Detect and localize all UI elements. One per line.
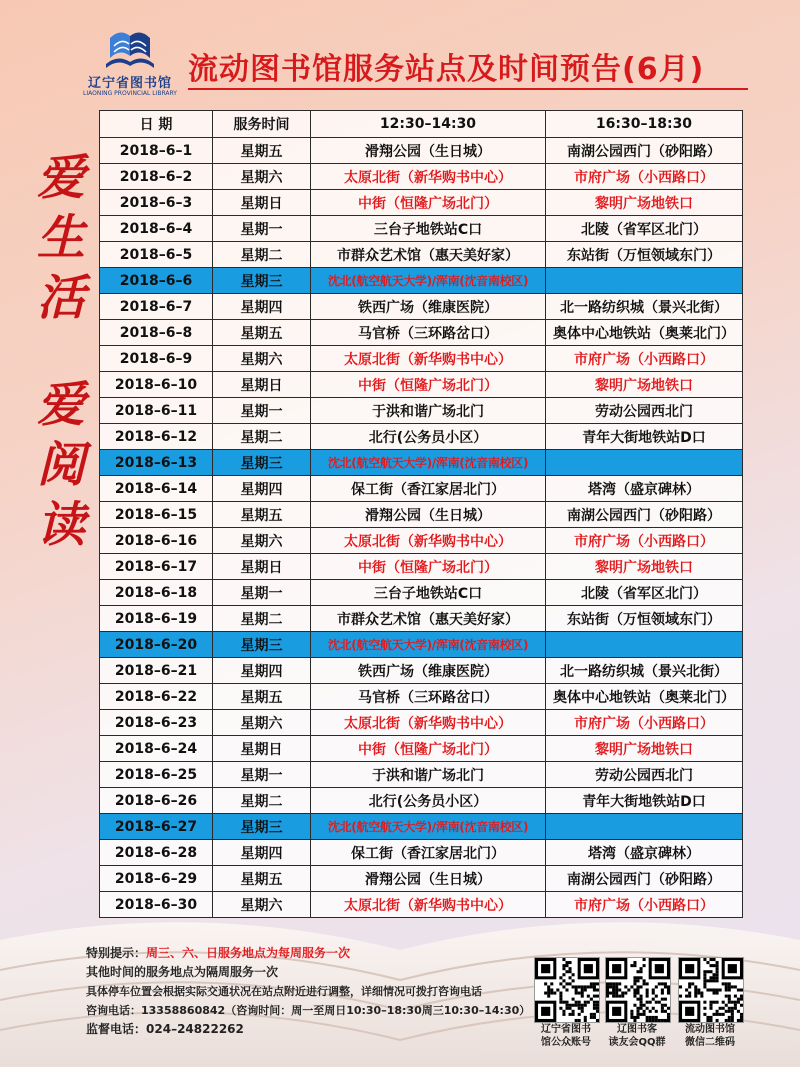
table-header-row	[100, 111, 743, 138]
cell-slot-evening: 北一路纺织城（景兴北街）	[546, 294, 743, 320]
cell-slot-evening: 市府广场（小西路口）	[546, 710, 743, 736]
cell-slot-afternoon: 沈北(航空航天大学)/浑南(沈音南校区)	[311, 450, 546, 476]
cell-day: 星期日	[213, 190, 311, 216]
cell-date: 2018–6–1	[100, 138, 213, 164]
supervise-value: 024–24822262	[146, 1022, 244, 1036]
slogan-char: 生	[36, 210, 85, 266]
table-row	[100, 528, 743, 554]
cell-slot-evening	[546, 268, 743, 294]
cell-date: 2018–6–8	[100, 320, 213, 346]
phone-label: 咨询电话：	[86, 1004, 141, 1017]
cell-date: 2018–6–28	[100, 840, 213, 866]
page-title: 流动图书馆服务站点及时间预告(6月)	[188, 52, 705, 87]
slogan-love-life	[26, 148, 96, 328]
table-row	[100, 580, 743, 606]
qr-code-icon	[534, 957, 600, 1023]
table-row	[100, 788, 743, 814]
cell-date: 2018–6–15	[100, 502, 213, 528]
cell-day: 星期二	[213, 788, 311, 814]
cell-slot-evening: 市府广场（小西路口）	[546, 528, 743, 554]
table-row	[100, 840, 743, 866]
cell-date: 2018–6–4	[100, 216, 213, 242]
qr-caption-official-account	[526, 1023, 606, 1049]
cell-day: 星期日	[213, 736, 311, 762]
cell-slot-afternoon: 保工街（香江家居北门）	[311, 476, 546, 502]
table-row	[100, 736, 743, 762]
cell-slot-evening: 奥体中心地铁站（奥莱北门）	[546, 684, 743, 710]
cell-slot-afternoon: 中街（恒隆广场北门）	[311, 736, 546, 762]
cell-slot-evening: 东站街（万恒领域东门）	[546, 606, 743, 632]
cell-slot-afternoon: 保工街（香江家居北门）	[311, 840, 546, 866]
cell-slot-afternoon: 马官桥（三环路岔口）	[311, 320, 546, 346]
cell-slot-evening: 南湖公园西门（砂阳路）	[546, 866, 743, 892]
cell-slot-afternoon: 铁西广场（维康医院）	[311, 658, 546, 684]
cell-slot-evening: 市府广场（小西路口）	[546, 346, 743, 372]
tip-text: 周三、六、日服务地点为每周服务一次	[146, 946, 351, 960]
table-row	[100, 372, 743, 398]
qr-code-icon	[678, 957, 744, 1023]
cell-day: 星期五	[213, 684, 311, 710]
cell-slot-afternoon: 太原北街（新华购书中心）	[311, 892, 546, 918]
cell-slot-afternoon: 滑翔公园（生日城）	[311, 866, 546, 892]
qr-caption-wechat	[670, 1023, 750, 1049]
cell-slot-afternoon: 沈北(航空航天大学)/浑南(沈音南校区)	[311, 632, 546, 658]
slogan-char: 读	[36, 497, 85, 553]
qr-caption-qq-group	[597, 1023, 677, 1049]
cell-date: 2018–6–30	[100, 892, 213, 918]
cell-day: 星期四	[213, 294, 311, 320]
cell-slot-afternoon: 沈北(航空航天大学)/浑南(沈音南校区)	[311, 814, 546, 840]
cell-slot-afternoon: 太原北街（新华购书中心）	[311, 346, 546, 372]
cell-date: 2018–6–10	[100, 372, 213, 398]
cell-date: 2018–6–23	[100, 710, 213, 736]
cell-slot-afternoon: 市群众艺术馆（惠天美好家）	[311, 606, 546, 632]
cell-day: 星期六	[213, 164, 311, 190]
header-slot-evening: 16:30–18:30	[546, 111, 743, 138]
table-row	[100, 346, 743, 372]
cell-slot-afternoon: 于洪和谐广场北门	[311, 398, 546, 424]
cell-slot-evening: 青年大街地铁站D口	[546, 788, 743, 814]
cell-slot-evening: 北一路纺织城（景兴北街）	[546, 658, 743, 684]
cell-slot-afternoon: 太原北街（新华购书中心）	[311, 528, 546, 554]
cell-date: 2018–6–16	[100, 528, 213, 554]
cell-slot-evening: 塔湾（盛京碑林）	[546, 840, 743, 866]
cell-date: 2018–6–21	[100, 658, 213, 684]
cell-day: 星期五	[213, 138, 311, 164]
open-book-logo-icon	[102, 30, 158, 70]
note-line-2: 其他时间的服务地点为隔周服务一次	[86, 965, 279, 979]
cell-date: 2018–6–2	[100, 164, 213, 190]
cell-slot-afternoon: 滑翔公园（生日城）	[311, 502, 546, 528]
table-row	[100, 658, 743, 684]
cell-slot-afternoon: 中街（恒隆广场北门）	[311, 554, 546, 580]
cell-slot-evening: 青年大街地铁站D口	[546, 424, 743, 450]
cell-date: 2018–6–25	[100, 762, 213, 788]
table-row	[100, 138, 743, 164]
cell-date: 2018–6–3	[100, 190, 213, 216]
slogan-love-reading	[26, 375, 96, 555]
slogan-char: 阅	[36, 437, 85, 493]
cell-slot-afternoon: 于洪和谐广场北门	[311, 762, 546, 788]
cell-slot-evening: 黎明广场地铁口	[546, 736, 743, 762]
cell-slot-evening: 黎明广场地铁口	[546, 372, 743, 398]
cell-day: 星期日	[213, 554, 311, 580]
cell-slot-evening	[546, 450, 743, 476]
cell-day: 星期一	[213, 580, 311, 606]
schedule-rows	[100, 138, 743, 918]
cell-day: 星期四	[213, 658, 311, 684]
cell-slot-evening: 奥体中心地铁站（奥莱北门）	[546, 320, 743, 346]
table-row	[100, 164, 743, 190]
cell-date: 2018–6–17	[100, 554, 213, 580]
table-row	[100, 242, 743, 268]
cell-date: 2018–6–20	[100, 632, 213, 658]
cell-slot-evening: 塔湾（盛京碑林）	[546, 476, 743, 502]
tip-label: 特别提示：	[86, 946, 147, 960]
slogan-char: 活	[36, 270, 85, 326]
schedule-table	[99, 110, 743, 918]
table-row	[100, 606, 743, 632]
note-line-3: 具体停车位置会根据实际交通状况在站点附近进行调整，详细情况可拨打咨询电话	[86, 985, 482, 998]
logo-text-cn: 辽宁省图书馆	[87, 76, 172, 91]
cell-slot-afternoon: 铁西广场（维康医院）	[311, 294, 546, 320]
cell-slot-evening	[546, 814, 743, 840]
cell-day: 星期一	[213, 762, 311, 788]
header-service-day: 服务时间	[213, 111, 311, 138]
cell-day: 星期二	[213, 606, 311, 632]
logo-text-en: LIAONING PROVINCIAL LIBRARY	[83, 90, 177, 97]
qr-caption-line: 流动图书馆	[685, 1024, 735, 1035]
cell-day: 星期日	[213, 372, 311, 398]
cell-slot-evening: 市府广场（小西路口）	[546, 164, 743, 190]
cell-date: 2018–6–27	[100, 814, 213, 840]
cell-slot-evening: 劳动公园西北门	[546, 762, 743, 788]
table-row	[100, 554, 743, 580]
cell-date: 2018–6–29	[100, 866, 213, 892]
cell-date: 2018–6–14	[100, 476, 213, 502]
cell-day: 星期三	[213, 268, 311, 294]
table-row	[100, 398, 743, 424]
table-row	[100, 476, 743, 502]
qr-caption-line: 微信二维码	[685, 1037, 735, 1048]
notes-block	[86, 944, 530, 1039]
table-row	[100, 320, 743, 346]
slogan-char: 爱	[36, 377, 85, 433]
cell-slot-afternoon: 北行(公务员小区）	[311, 788, 546, 814]
qr-caption-line: 读友会QQ群	[608, 1037, 666, 1048]
table-row	[100, 892, 743, 918]
table-row	[100, 814, 743, 840]
cell-slot-evening: 黎明广场地铁口	[546, 554, 743, 580]
cell-slot-evening: 市府广场（小西路口）	[546, 892, 743, 918]
cell-day: 星期二	[213, 424, 311, 450]
qr-caption-line: 辽宁省图书	[541, 1024, 591, 1035]
cell-day: 星期六	[213, 892, 311, 918]
qr-caption-line: 辽图书客	[617, 1024, 657, 1035]
cell-date: 2018–6–24	[100, 736, 213, 762]
cell-slot-afternoon: 太原北街（新华购书中心）	[311, 710, 546, 736]
cell-date: 2018–6–5	[100, 242, 213, 268]
table-row	[100, 684, 743, 710]
table-row	[100, 632, 743, 658]
qr-caption-line: 馆公众账号	[541, 1037, 591, 1048]
table-row	[100, 216, 743, 242]
table-row	[100, 450, 743, 476]
cell-slot-afternoon: 三台子地铁站C口	[311, 216, 546, 242]
cell-day: 星期三	[213, 814, 311, 840]
table-row	[100, 424, 743, 450]
supervise-label: 监督电话：	[86, 1022, 147, 1036]
cell-day: 星期二	[213, 242, 311, 268]
table-row	[100, 710, 743, 736]
cell-slot-evening: 东站街（万恒领域东门）	[546, 242, 743, 268]
cell-date: 2018–6–18	[100, 580, 213, 606]
table-row	[100, 502, 743, 528]
cell-day: 星期三	[213, 450, 311, 476]
qr-code-icon	[605, 957, 671, 1023]
cell-date: 2018–6–7	[100, 294, 213, 320]
cell-slot-evening: 劳动公园西北门	[546, 398, 743, 424]
cell-day: 星期四	[213, 476, 311, 502]
cell-slot-afternoon: 三台子地铁站C口	[311, 580, 546, 606]
cell-slot-afternoon: 沈北(航空航天大学)/浑南(沈音南校区)	[311, 268, 546, 294]
cell-day: 星期三	[213, 632, 311, 658]
cell-day: 星期六	[213, 710, 311, 736]
table-row	[100, 268, 743, 294]
cell-date: 2018–6–19	[100, 606, 213, 632]
cell-day: 星期一	[213, 398, 311, 424]
phone-value: 13358860842（咨询时间：周一至周日10:30–18:30周三10:30–14:30）	[141, 1004, 531, 1017]
cell-day: 星期六	[213, 346, 311, 372]
table-row	[100, 866, 743, 892]
table-row	[100, 294, 743, 320]
cell-slot-afternoon: 太原北街（新华购书中心）	[311, 164, 546, 190]
cell-slot-afternoon: 马官桥（三环路岔口）	[311, 684, 546, 710]
cell-day: 星期六	[213, 528, 311, 554]
cell-date: 2018–6–9	[100, 346, 213, 372]
cell-day: 星期四	[213, 840, 311, 866]
cell-date: 2018–6–22	[100, 684, 213, 710]
table-row	[100, 190, 743, 216]
cell-slot-afternoon: 市群众艺术馆（惠天美好家）	[311, 242, 546, 268]
header-date: 日 期	[100, 111, 213, 138]
cell-date: 2018–6–26	[100, 788, 213, 814]
cell-date: 2018–6–12	[100, 424, 213, 450]
cell-slot-afternoon: 北行(公务员小区）	[311, 424, 546, 450]
library-logo	[80, 30, 180, 100]
cell-slot-afternoon: 中街（恒隆广场北门）	[311, 372, 546, 398]
cell-day: 星期五	[213, 320, 311, 346]
slogan-char: 爱	[36, 150, 85, 206]
cell-day: 星期五	[213, 866, 311, 892]
cell-day: 星期一	[213, 216, 311, 242]
title-underline	[188, 88, 748, 90]
cell-date: 2018–6–13	[100, 450, 213, 476]
header-slot-afternoon: 12:30–14:30	[311, 111, 546, 138]
cell-slot-evening: 北陵（省军区北门）	[546, 580, 743, 606]
cell-slot-evening: 北陵（省军区北门）	[546, 216, 743, 242]
cell-date: 2018–6–11	[100, 398, 213, 424]
cell-slot-evening: 南湖公园西门（砂阳路）	[546, 502, 743, 528]
cell-slot-afternoon: 中街（恒隆广场北门）	[311, 190, 546, 216]
cell-slot-evening: 南湖公园西门（砂阳路）	[546, 138, 743, 164]
table-row	[100, 762, 743, 788]
cell-day: 星期五	[213, 502, 311, 528]
cell-slot-evening	[546, 632, 743, 658]
cell-date: 2018–6–6	[100, 268, 213, 294]
cell-slot-evening: 黎明广场地铁口	[546, 190, 743, 216]
cell-slot-afternoon: 滑翔公园（生日城）	[311, 138, 546, 164]
